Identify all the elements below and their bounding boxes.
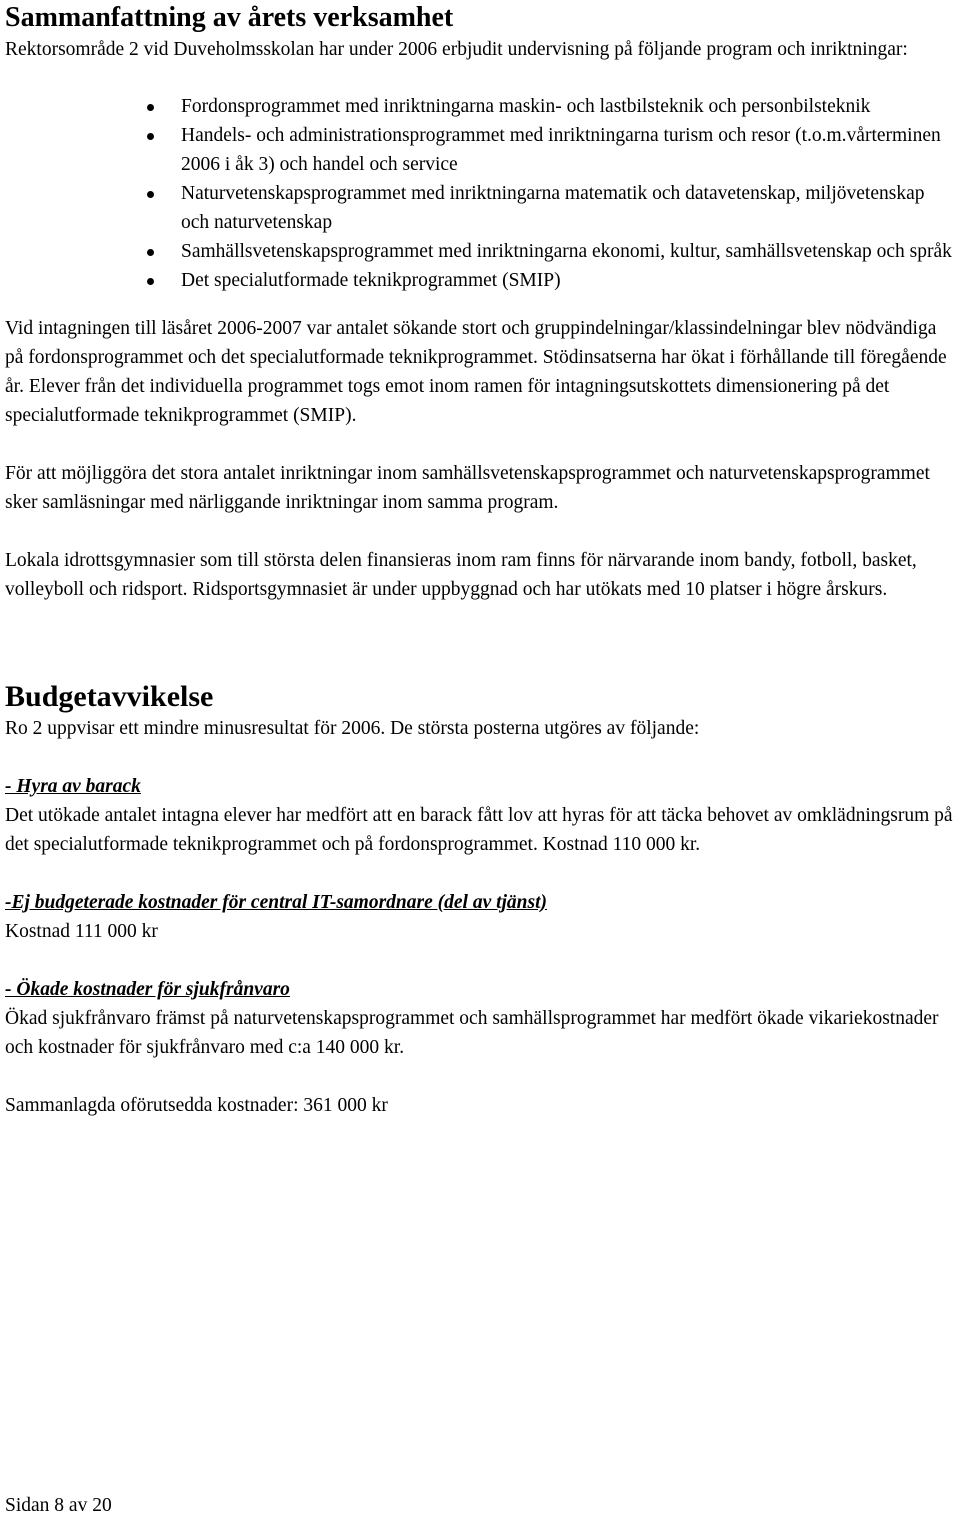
budget-item-heading: - Ökade kostnader för sjukfrånvaro xyxy=(5,979,290,1000)
budget-item-it-coordinator xyxy=(5,888,955,946)
sports-paragraph: Lokala idrottsgymnasier som till största delen finansieras inom ram finns för närvarande inom bandy, fotboll, basket, volleyboll och ridsport. Ridsportsgymnasiet är under uppbyggnad och har utökats med 10 platser i högre årskurs. xyxy=(5,550,917,600)
list-item: Det specialutformade teknikprogrammet (SMIP) xyxy=(181,266,955,295)
bullet-icon xyxy=(147,133,154,140)
summary-intro: Rektorsområde 2 vid Duveholmsskolan har under 2006 erbjudit undervisning på följande program och inriktningar: xyxy=(5,39,908,60)
bullet-icon xyxy=(147,249,154,256)
summary-title: Sammanfattning av årets verksamhet xyxy=(5,2,454,33)
budget-title: Budgetavvikelse xyxy=(5,680,214,713)
budget-item-text: Kostnad 111 000 kr xyxy=(5,921,158,942)
program-list xyxy=(5,92,955,295)
list-item: Naturvetenskapsprogrammet med inriktningarna matematik och datavetenskap, miljövetenskap och naturvetenskap xyxy=(181,179,955,237)
list-item: Handels- och administrationsprogrammet med inriktningarna turism och resor (t.o.m.vårterminen 2006 i åk 3) och handel och service xyxy=(181,121,955,179)
budget-item-barrack xyxy=(5,772,955,859)
budget-item-heading: -Ej budgeterade kostnader för central IT-samordnare (del av tjänst) xyxy=(5,892,548,913)
budget-item-heading: - Hyra av barack xyxy=(5,776,141,797)
bullet-icon xyxy=(147,191,154,198)
budget-item-text: Det utökade antalet intagna elever har medfört att en barack fått lov att hyras för att täcka behovet av omklädningsrum på det specialutformade teknikprogrammet och på fordonsprogrammet. Kostnad 110 000 kr. xyxy=(5,805,953,855)
list-item: Samhällsvetenskapsprogrammet med inriktningarna ekonomi, kultur, samhällsvetenskap och språk xyxy=(181,237,955,266)
budget-item-sick-leave xyxy=(5,975,955,1062)
document-page xyxy=(5,0,955,1120)
bullet-icon xyxy=(147,278,154,285)
budget-item-text: Ökad sjukfrånvaro främst på naturvetenskapsprogrammet och samhällsprogrammet har medfört ökade vikariekostnader och kostnader för sjukfrånvaro med c:a 140 000 kr. xyxy=(5,1008,939,1058)
co-reading-paragraph: För att möjliggöra det stora antalet inriktningar inom samhällsvetenskapsprogrammet och naturvetenskapsprogrammet sker samläsningar med närliggande inriktningar inom samma program. xyxy=(5,463,930,513)
list-item: Fordonsprogrammet med inriktningarna maskin- och lastbilsteknik och personbilsteknik xyxy=(181,92,955,121)
budget-intro: Ro 2 uppvisar ett mindre minusresultat för 2006. De största posterna utgöres av följande: xyxy=(5,718,700,739)
bullet-icon xyxy=(147,104,154,111)
intake-paragraph: Vid intagningen till läsåret 2006-2007 var antalet sökande stort och gruppindelningar/klassindelningar blev nödvändiga på fordonsprogrammet och det specialutformade teknikprogrammet. Stödinsatserna har ökat i förhållande till föregående år. Elever från det individuella programmet togs emot inom ramen för intagningsutskottets dimensionering på det specialutformade teknikprogrammet (SMIP). xyxy=(5,318,947,426)
page-number: Sidan 8 av 20 xyxy=(5,1495,112,1516)
budget-total: Sammanlagda oförutsedda kostnader: 361 000 kr xyxy=(5,1095,388,1116)
